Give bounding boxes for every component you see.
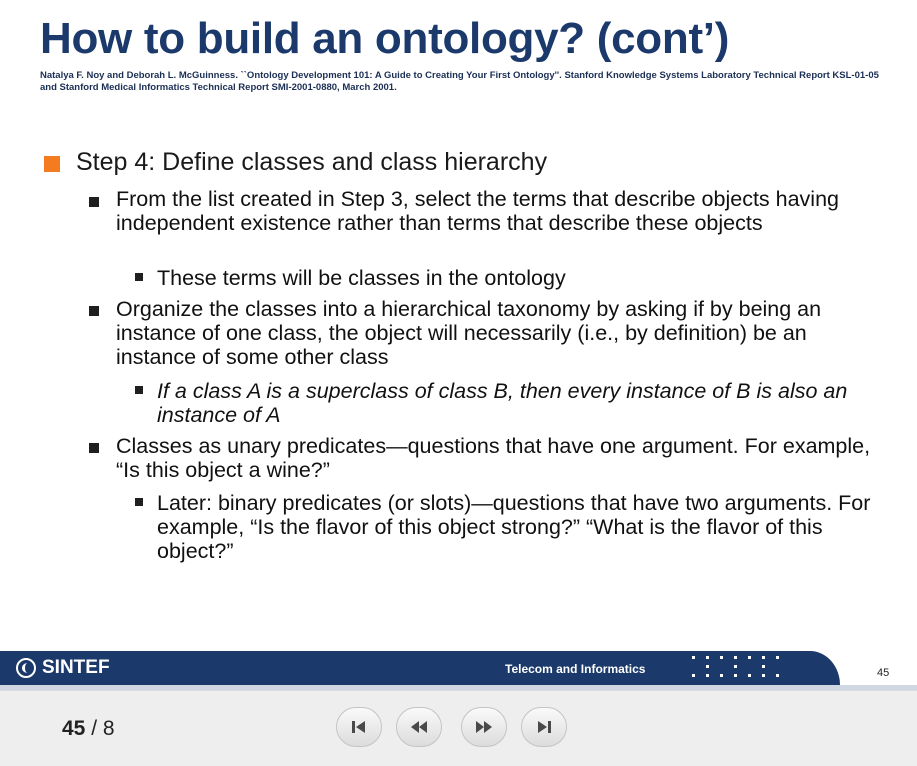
dot-grid-decoration — [692, 656, 792, 680]
sintef-logo-icon — [16, 658, 36, 678]
decorative-dot — [734, 665, 737, 668]
sintef-logo — [16, 657, 110, 679]
next-page-button[interactable] — [461, 707, 507, 747]
first-page-icon — [350, 719, 368, 735]
current-page: 45 — [62, 717, 86, 740]
square-bullet-icon — [89, 443, 99, 453]
rewind-icon — [410, 719, 428, 735]
sub-bullet-text: If a class A is a superclass of class B, then every instance of B is also an instance of A — [157, 379, 848, 427]
square-bullet-icon — [135, 498, 143, 506]
page-separator: / — [85, 717, 103, 740]
total-pages: 8 — [102, 717, 115, 740]
viewer-toolbar — [0, 690, 917, 766]
sub-bullet-text: These terms will be classes in the ontology — [157, 266, 566, 290]
decorative-dot — [734, 656, 737, 659]
decorative-dot — [706, 656, 709, 659]
decorative-dot — [762, 665, 765, 668]
square-bullet-icon — [89, 306, 99, 316]
slide-number: 45 — [877, 667, 890, 679]
decorative-dot — [720, 674, 723, 677]
square-bullet-icon — [89, 197, 99, 207]
first-page-button[interactable] — [336, 707, 382, 747]
bullet-text: From the list created in Step 3, select the terms that describe objects having independent existence rather than terms that describe these objects — [116, 187, 839, 235]
decorative-dot — [706, 674, 709, 677]
decorative-dot — [776, 656, 779, 659]
fast-forward-icon — [475, 719, 493, 735]
logo-text: SINTEF — [42, 657, 110, 678]
last-page-button[interactable] — [521, 707, 567, 747]
decorative-dot — [762, 674, 765, 677]
square-bullet-icon — [135, 273, 143, 281]
decorative-dot — [734, 674, 737, 677]
last-page-icon — [535, 719, 553, 735]
decorative-dot — [748, 656, 751, 659]
page-counter — [62, 717, 115, 741]
step-heading-text: Step 4: Define classes and class hierarchy — [76, 148, 548, 176]
decorative-dot — [692, 674, 695, 677]
orange-square-bullet-icon — [44, 156, 60, 172]
department-label: Telecom and Informatics — [505, 662, 646, 676]
citation: Natalya F. Noy and Deborah L. McGuinness. ``Ontology Development 101: A Guide to Creating Your First Ontology''. Stanford Knowledge Systems Laboratory Technical Report KSL-01-05 and Stanford Medical Informatics Technical Report SMI-2001-0880, March 2001. — [40, 70, 879, 93]
previous-page-button[interactable] — [396, 707, 442, 747]
footer-bar — [0, 651, 840, 685]
decorative-dot — [776, 674, 779, 677]
decorative-dot — [706, 665, 709, 668]
decorative-dot — [762, 656, 765, 659]
slide-footer — [0, 651, 917, 685]
decorative-dot — [720, 656, 723, 659]
sub-bullet-text: Later: binary predicates (or slots)—questions that have two arguments. For example, “Is the flavor of this object strong?” “What is the flavor of this object?” — [157, 491, 871, 563]
square-bullet-icon — [135, 386, 143, 394]
bullet-text: Organize the classes into a hierarchical taxonomy by asking if by being an instance of one class, the object will necessarily (i.e., by definition) be an instance of some other class — [116, 297, 822, 369]
bullet-text: Classes as unary predicates—questions that have one argument. For example, “Is this object a wine?” — [116, 434, 871, 482]
decorative-dot — [748, 674, 751, 677]
decorative-dot — [692, 656, 695, 659]
slide-title: How to build an ontology? (cont’) — [40, 14, 730, 63]
